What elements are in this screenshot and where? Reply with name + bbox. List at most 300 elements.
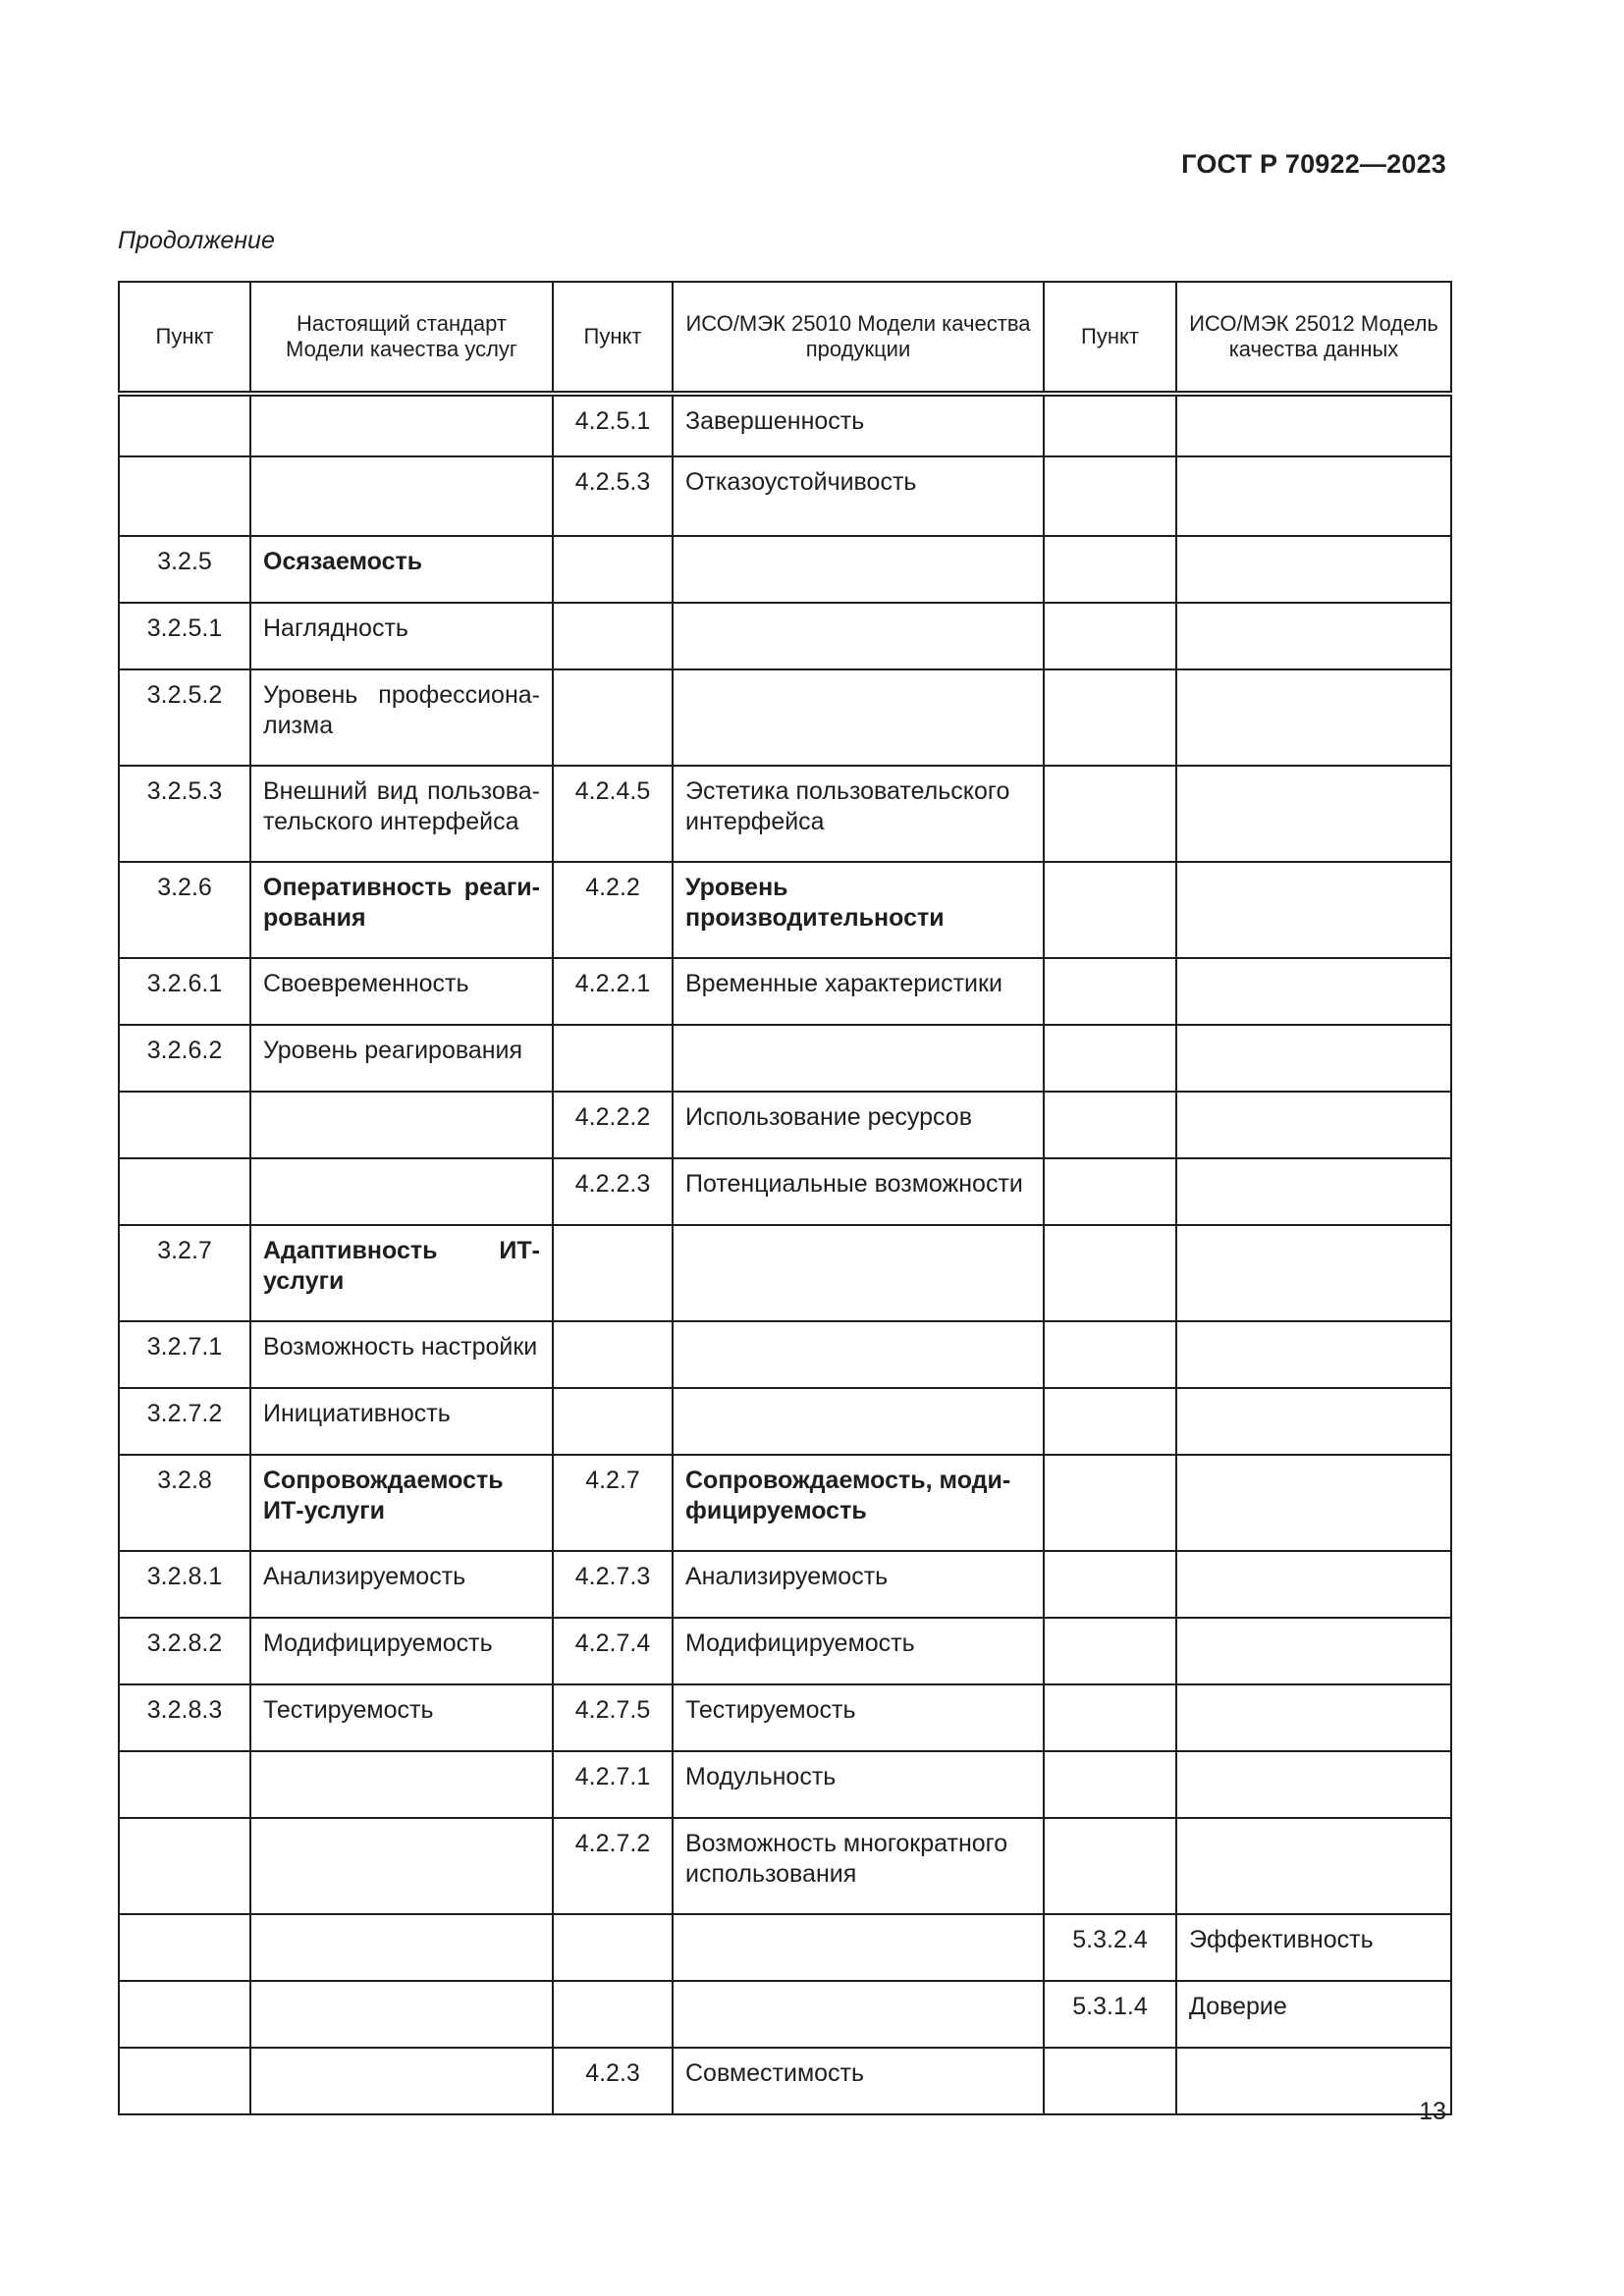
cell-text: 3.2.8.1	[146, 1563, 223, 1590]
cell-text	[251, 1093, 552, 1102]
cell-clause-25012	[1044, 1092, 1176, 1158]
cell-clause-25010	[553, 536, 673, 603]
cell-text	[1045, 1322, 1175, 1332]
cell-clause	[119, 2048, 250, 2114]
table-row	[119, 536, 1451, 603]
cell-product-model	[673, 958, 1044, 1025]
cell-text	[1045, 604, 1175, 614]
cell-text	[1045, 1226, 1175, 1236]
cell-text	[554, 537, 672, 547]
cell-clause-25010	[553, 1818, 673, 1914]
cell-text	[674, 537, 1043, 547]
cell-text	[1177, 1456, 1450, 1466]
cell-clause-25010	[553, 1388, 673, 1455]
cell-product-model	[673, 1225, 1044, 1321]
cell-service-model	[250, 669, 553, 766]
cell-clause	[119, 1025, 250, 1092]
cell-text	[1177, 1819, 1450, 1829]
cell-clause	[119, 669, 250, 766]
cell-data-model	[1176, 456, 1451, 536]
cell-text: Временные характеристики	[685, 970, 1002, 997]
cell-clause-25010	[553, 1025, 673, 1092]
cell-clause-25012	[1044, 1158, 1176, 1225]
cell-text	[1045, 1456, 1175, 1466]
cell-clause-25012	[1044, 456, 1176, 536]
cell-data-model	[1176, 1914, 1451, 1981]
cell-text: Анализируемость	[263, 1563, 466, 1590]
cell-service-model	[250, 1914, 553, 1981]
cell-text	[1045, 1819, 1175, 1829]
cell-text	[1177, 604, 1450, 614]
cell-clause-25010	[553, 1751, 673, 1818]
cell-clause-25010	[553, 669, 673, 766]
table-row	[119, 862, 1451, 958]
cell-service-model	[250, 394, 553, 456]
cell-text: Отказоустойчивость	[685, 468, 917, 496]
cell-text	[1045, 1159, 1175, 1169]
cell-text	[1045, 1752, 1175, 1762]
cell-clause-25012	[1044, 1914, 1176, 1981]
table-row	[119, 669, 1451, 766]
cell-clause-25012	[1044, 1225, 1176, 1321]
cell-text	[674, 1982, 1043, 1992]
cell-clause	[119, 1684, 250, 1751]
cell-text	[120, 1093, 249, 1102]
cell-text: Тестируемость	[685, 1696, 856, 1724]
cell-text: Потенциальные возможности	[685, 1170, 1023, 1198]
cell-product-model	[673, 1092, 1044, 1158]
cell-clause-25010	[553, 862, 673, 958]
cell-text	[554, 670, 672, 680]
cell-clause	[119, 1618, 250, 1684]
cell-text	[1177, 457, 1450, 467]
cell-clause-25010	[553, 1981, 673, 2048]
col-header-clause-25010: Пункт	[553, 282, 673, 394]
cell-text	[120, 1915, 249, 1925]
cell-clause-25010	[553, 1551, 673, 1618]
cell-data-model	[1176, 1388, 1451, 1455]
cell-text: 3.2.6	[157, 874, 212, 901]
cell-text: 4.2.7.4	[574, 1629, 651, 1657]
cell-text	[1177, 1552, 1450, 1562]
col-header-iso-25012: ИСО/МЭК 25012 Модель качества данных	[1176, 282, 1451, 394]
cell-text	[554, 604, 672, 614]
table-row	[119, 1158, 1451, 1225]
cell-data-model	[1176, 1981, 1451, 2048]
cell-clause-25012	[1044, 862, 1176, 958]
cell-clause	[119, 394, 250, 456]
cell-clause	[119, 1388, 250, 1455]
cell-data-model	[1176, 1551, 1451, 1618]
cell-clause	[119, 603, 250, 669]
cell-text: 4.2.2	[585, 874, 640, 901]
cell-text	[1177, 959, 1450, 969]
table-row	[119, 1455, 1451, 1551]
cell-text: 3.2.8	[157, 1467, 212, 1494]
table-row	[119, 456, 1451, 536]
cell-text	[1045, 863, 1175, 873]
cell-text	[1045, 1552, 1175, 1562]
cell-service-model	[250, 958, 553, 1025]
cell-product-model	[673, 669, 1044, 766]
cell-text: Модифицируемость	[685, 1629, 915, 1657]
cell-data-model	[1176, 1321, 1451, 1388]
cell-text: 3.2.8.3	[146, 1696, 223, 1724]
table-row	[119, 1321, 1451, 1388]
cell-text: Возможность настройки	[263, 1333, 538, 1361]
cell-text: 5.3.1.4	[1072, 1993, 1148, 2020]
cell-clause-25012	[1044, 1981, 1176, 2048]
cell-clause-25012	[1044, 1618, 1176, 1684]
cell-text	[1177, 1752, 1450, 1762]
cell-text: Наглядность	[263, 614, 408, 642]
cell-text: 3.2.7.1	[146, 1333, 223, 1361]
col-header-iso-25010: ИСО/МЭК 25010 Модели качества продукции	[673, 282, 1044, 394]
cell-text	[1177, 1619, 1450, 1629]
document-code: ГОСТ Р 70922—2023	[1181, 149, 1446, 179]
cell-text: 4.2.3	[585, 2059, 640, 2087]
cell-text	[674, 1322, 1043, 1332]
cell-text: Уровень производительности	[685, 874, 945, 932]
cell-product-model	[673, 2048, 1044, 2114]
cell-text	[1045, 1093, 1175, 1102]
cell-text: Сопровождаемость ИТ-услуги	[263, 1467, 504, 1524]
cell-text: 3.2.5.3	[146, 777, 223, 805]
cell-product-model	[673, 1388, 1044, 1455]
cell-text	[1177, 767, 1450, 776]
col-header-clause-25012: Пункт	[1044, 282, 1176, 394]
cell-clause	[119, 862, 250, 958]
cell-text	[1177, 670, 1450, 680]
cell-text	[554, 1982, 672, 1992]
cell-clause	[119, 1455, 250, 1551]
cell-data-model	[1176, 958, 1451, 1025]
cell-clause-25010	[553, 958, 673, 1025]
cell-text: Уровень профессиона-лизма	[263, 681, 540, 739]
cell-text	[1045, 1389, 1175, 1399]
cell-text	[251, 2049, 552, 2058]
cell-text: 3.2.7.2	[146, 1400, 223, 1427]
cell-clause	[119, 1981, 250, 2048]
cell-text	[1045, 767, 1175, 776]
cell-clause-25012	[1044, 1751, 1176, 1818]
cell-product-model	[673, 1751, 1044, 1818]
cell-text	[120, 1752, 249, 1762]
cell-product-model	[673, 394, 1044, 456]
cell-clause-25010	[553, 1914, 673, 1981]
cell-clause	[119, 1751, 250, 1818]
cell-product-model	[673, 1818, 1044, 1914]
cell-clause-25012	[1044, 958, 1176, 1025]
cell-text	[1045, 959, 1175, 969]
cell-text: Доверие	[1189, 1993, 1287, 2020]
cell-clause	[119, 1158, 250, 1225]
cell-text: 4.2.7.5	[574, 1696, 651, 1724]
comparison-table	[118, 281, 1452, 2115]
table-row	[119, 1684, 1451, 1751]
cell-text: 5.3.2.4	[1072, 1926, 1148, 1953]
cell-product-model	[673, 1158, 1044, 1225]
cell-clause	[119, 1092, 250, 1158]
table-row	[119, 2048, 1451, 2114]
cell-text: 3.2.5.1	[146, 614, 223, 642]
cell-clause-25012	[1044, 2048, 1176, 2114]
cell-text: 4.2.4.5	[574, 777, 651, 805]
cell-text	[120, 1982, 249, 1992]
cell-text: 3.2.6.2	[146, 1037, 223, 1064]
cell-text: 4.2.7	[585, 1467, 640, 1494]
table-row	[119, 1551, 1451, 1618]
cell-service-model	[250, 2048, 553, 2114]
cell-text	[1045, 537, 1175, 547]
cell-clause-25010	[553, 456, 673, 536]
table-row	[119, 1618, 1451, 1684]
cell-data-model	[1176, 603, 1451, 669]
cell-text: 4.2.7.3	[574, 1563, 651, 1590]
cell-text	[674, 1915, 1043, 1925]
cell-text: 4.2.5.1	[574, 407, 651, 435]
cell-text: Инициативность	[263, 1400, 451, 1427]
cell-text	[674, 1026, 1043, 1036]
cell-text: 4.2.5.3	[574, 468, 651, 496]
cell-clause-25012	[1044, 1388, 1176, 1455]
table-row	[119, 958, 1451, 1025]
cell-text	[674, 670, 1043, 680]
cell-product-model	[673, 1321, 1044, 1388]
table-row	[119, 394, 1451, 456]
cell-clause-25012	[1044, 603, 1176, 669]
cell-service-model	[250, 1025, 553, 1092]
cell-text: 4.2.7.1	[574, 1763, 651, 1790]
cell-service-model	[250, 862, 553, 958]
cell-clause	[119, 1818, 250, 1914]
cell-text	[120, 397, 249, 406]
cell-clause-25010	[553, 1225, 673, 1321]
table-row	[119, 603, 1451, 669]
cell-data-model	[1176, 394, 1451, 456]
cell-text	[1045, 1026, 1175, 1036]
cell-clause	[119, 536, 250, 603]
cell-clause	[119, 456, 250, 536]
cell-text: 3.2.5	[157, 548, 212, 575]
cell-clause-25010	[553, 1092, 673, 1158]
cell-product-model	[673, 1914, 1044, 1981]
cell-clause-25012	[1044, 1818, 1176, 1914]
cell-service-model	[250, 1092, 553, 1158]
cell-data-model	[1176, 1618, 1451, 1684]
cell-clause-25012	[1044, 766, 1176, 862]
cell-text: 3.2.7	[157, 1237, 212, 1264]
cell-text	[251, 1982, 552, 1992]
cell-text	[554, 1026, 672, 1036]
cell-text: 4.2.2.1	[574, 970, 651, 997]
cell-text	[1177, 397, 1450, 406]
cell-text: Уровень реагирования	[263, 1037, 523, 1064]
cell-data-model	[1176, 1092, 1451, 1158]
cell-text: Использование ресурсов	[685, 1103, 972, 1131]
cell-clause-25012	[1044, 394, 1176, 456]
cell-clause-25012	[1044, 1321, 1176, 1388]
cell-text	[1177, 2049, 1450, 2058]
cell-service-model	[250, 1684, 553, 1751]
cell-product-model	[673, 456, 1044, 536]
cell-service-model	[250, 536, 553, 603]
cell-data-model	[1176, 1818, 1451, 1914]
cell-text: Модифицируемость	[263, 1629, 493, 1657]
cell-text	[1045, 397, 1175, 406]
cell-text: Эстетика пользовательского интерфейса	[685, 777, 1010, 835]
cell-data-model	[1176, 1225, 1451, 1321]
cell-text	[674, 1226, 1043, 1236]
cell-product-model	[673, 1025, 1044, 1092]
cell-product-model	[673, 536, 1044, 603]
cell-clause-25010	[553, 766, 673, 862]
cell-service-model	[250, 603, 553, 669]
cell-product-model	[673, 1684, 1044, 1751]
continuation-label: Продолжение	[118, 227, 275, 254]
cell-text	[120, 457, 249, 467]
cell-data-model	[1176, 1025, 1451, 1092]
cell-clause	[119, 766, 250, 862]
cell-service-model	[250, 1818, 553, 1914]
cell-text	[674, 1389, 1043, 1399]
cell-text	[1177, 537, 1450, 547]
cell-text: Сопровождаемость, моди-фицируемость	[685, 1467, 1011, 1524]
cell-service-model	[250, 766, 553, 862]
cell-clause-25012	[1044, 1684, 1176, 1751]
cell-text	[1177, 863, 1450, 873]
cell-clause-25010	[553, 2048, 673, 2114]
cell-text: 4.2.7.2	[574, 1830, 651, 1857]
cell-data-model	[1176, 862, 1451, 958]
cell-clause	[119, 1914, 250, 1981]
cell-clause	[119, 1551, 250, 1618]
cell-text	[554, 1322, 672, 1332]
table-row	[119, 1751, 1451, 1818]
cell-text: Адаптивность ИТ-услуги	[263, 1237, 540, 1295]
cell-service-model	[250, 1751, 553, 1818]
cell-text	[120, 1819, 249, 1829]
cell-text: Возможность многократного использования	[685, 1830, 1008, 1888]
cell-text	[1177, 1093, 1450, 1102]
cell-text	[1177, 1389, 1450, 1399]
cell-text	[554, 1226, 672, 1236]
cell-service-model	[250, 1321, 553, 1388]
cell-text: Оперативность реаги-рования	[263, 874, 540, 932]
cell-text: Модульность	[685, 1763, 837, 1790]
cell-text	[554, 1915, 672, 1925]
cell-product-model	[673, 862, 1044, 958]
cell-clause	[119, 958, 250, 1025]
col-header-this-standard: Настоящий стандарт Модели качества услуг	[250, 282, 553, 394]
table-row	[119, 1225, 1451, 1321]
cell-text	[251, 457, 552, 467]
cell-text	[1177, 1685, 1450, 1695]
table-row	[119, 1914, 1451, 1981]
table-row	[119, 1388, 1451, 1455]
cell-text: 3.2.8.2	[146, 1629, 223, 1657]
cell-product-model	[673, 1551, 1044, 1618]
cell-text	[251, 1159, 552, 1169]
cell-text	[251, 1915, 552, 1925]
cell-text	[674, 604, 1043, 614]
cell-data-model	[1176, 536, 1451, 603]
cell-clause-25012	[1044, 1025, 1176, 1092]
cell-data-model	[1176, 1158, 1451, 1225]
cell-text	[1045, 670, 1175, 680]
cell-text: 4.2.2.3	[574, 1170, 651, 1198]
cell-text	[554, 1389, 672, 1399]
cell-text: Осязаемость	[263, 548, 423, 575]
table-header-row	[119, 282, 1451, 394]
cell-service-model	[250, 1551, 553, 1618]
cell-product-model	[673, 1455, 1044, 1551]
cell-service-model	[250, 1388, 553, 1455]
cell-text	[251, 1819, 552, 1829]
cell-product-model	[673, 603, 1044, 669]
cell-text	[1177, 1322, 1450, 1332]
cell-clause-25010	[553, 1158, 673, 1225]
cell-data-model	[1176, 1455, 1451, 1551]
table-row	[119, 1818, 1451, 1914]
cell-text	[251, 1752, 552, 1762]
cell-text	[1045, 2049, 1175, 2058]
cell-text: Завершенность	[685, 407, 865, 435]
cell-text: Тестируемость	[263, 1696, 434, 1724]
cell-text	[120, 2049, 249, 2058]
cell-text	[1045, 1685, 1175, 1695]
cell-text	[1177, 1226, 1450, 1236]
cell-service-model	[250, 1225, 553, 1321]
cell-text	[251, 397, 552, 406]
page-number: 13	[1419, 2098, 1446, 2125]
cell-text: Эффективность	[1189, 1926, 1374, 1953]
cell-data-model	[1176, 1751, 1451, 1818]
cell-text: Совместимость	[685, 2059, 865, 2087]
cell-clause-25012	[1044, 1455, 1176, 1551]
cell-service-model	[250, 1618, 553, 1684]
table-row	[119, 766, 1451, 862]
table-row	[119, 1092, 1451, 1158]
cell-text	[1045, 457, 1175, 467]
table-row	[119, 1981, 1451, 2048]
cell-service-model	[250, 456, 553, 536]
cell-text	[1177, 1026, 1450, 1036]
cell-clause-25012	[1044, 536, 1176, 603]
cell-text: Внешний вид пользова-тельского интерфейса	[263, 777, 540, 835]
cell-clause-25012	[1044, 669, 1176, 766]
cell-clause	[119, 1321, 250, 1388]
cell-data-model	[1176, 766, 1451, 862]
cell-product-model	[673, 1618, 1044, 1684]
cell-text	[1177, 1159, 1450, 1169]
cell-data-model	[1176, 1684, 1451, 1751]
cell-text	[1045, 1619, 1175, 1629]
cell-clause	[119, 1225, 250, 1321]
cell-text: Анализируемость	[685, 1563, 889, 1590]
cell-product-model	[673, 1981, 1044, 2048]
cell-service-model	[250, 1158, 553, 1225]
cell-text: 4.2.2.2	[574, 1103, 651, 1131]
cell-clause-25010	[553, 1684, 673, 1751]
cell-service-model	[250, 1455, 553, 1551]
cell-text	[120, 1159, 249, 1169]
cell-clause-25012	[1044, 1551, 1176, 1618]
table-row	[119, 1025, 1451, 1092]
col-header-clause: Пункт	[119, 282, 250, 394]
cell-text: 3.2.5.2	[146, 681, 223, 709]
cell-clause-25010	[553, 1618, 673, 1684]
